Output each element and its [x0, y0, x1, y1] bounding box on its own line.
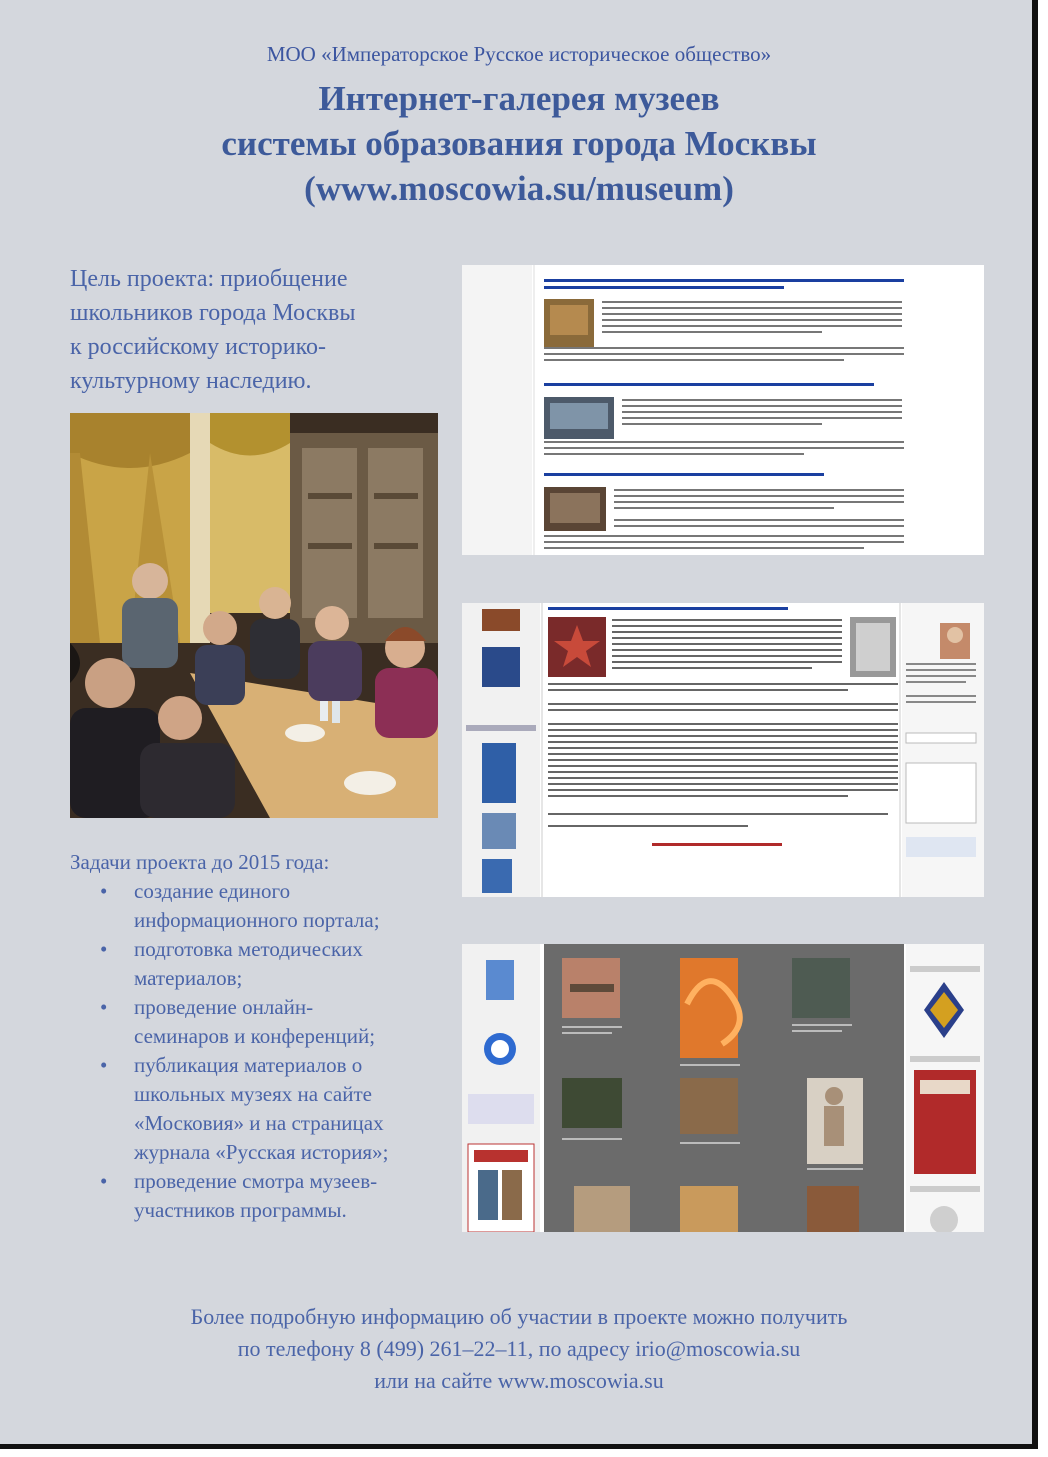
meeting-photo: [70, 413, 438, 818]
screenshot-illustration: [462, 265, 984, 555]
task-line: подготовка методических: [134, 937, 363, 961]
task-line: проведение онлайн-: [134, 995, 314, 1019]
page-title: [0, 76, 1038, 211]
title-line: Интернет-галерея музеев: [318, 79, 720, 118]
project-goal: [70, 262, 450, 398]
tasks-title: Задачи проекта до 2015 года:: [70, 850, 330, 874]
website-screenshot-museum-article: [462, 603, 984, 897]
task-line: информационного портала;: [134, 908, 380, 932]
contact-info: [0, 1301, 1038, 1397]
goal-line: Цель проекта: приобщение: [70, 266, 348, 292]
footer-line: или на сайте www.moscowia.su: [374, 1368, 664, 1393]
goal-line: школьников города Москвы: [70, 300, 356, 326]
organization-name: МОО «Императорское Русское историческое общество»: [266, 42, 772, 66]
bullet: •: [100, 1053, 108, 1077]
bullet: •: [100, 879, 108, 903]
website-screenshot-gallery: [462, 944, 984, 1232]
task-line: семинаров и конференций;: [134, 1024, 376, 1048]
task-line: создание единого: [134, 879, 291, 903]
title-line: системы образования города Москвы: [221, 124, 817, 163]
meeting-photo-illustration: [70, 413, 438, 818]
bullet: •: [100, 937, 108, 961]
tasks-list: [70, 877, 450, 1225]
task-item: [70, 993, 450, 1051]
task-item: [70, 1167, 450, 1225]
task-item: [70, 935, 450, 993]
goal-line: культурному наследию.: [70, 368, 312, 394]
task-line: «Московия» и на страницах: [134, 1111, 384, 1135]
task-line: проведение смотра музеев-: [134, 1169, 378, 1193]
project-tasks: [70, 848, 450, 1225]
task-item: [70, 1051, 450, 1167]
goal-line: к российскому историко-: [70, 334, 327, 360]
screenshot-illustration: [462, 944, 984, 1232]
task-line: материалов;: [134, 966, 243, 990]
screenshot-illustration: [462, 603, 984, 897]
footer-line: по телефону 8 (499) 261–22–11, по адресу irio@moscowia.su: [237, 1336, 801, 1361]
website-screenshot-museum-list: [462, 265, 984, 555]
task-line: публикация материалов о: [134, 1053, 363, 1077]
footer-line: Более подробную информацию об участии в проекте можно получить: [190, 1304, 848, 1329]
task-line: школьных музеях на сайте: [134, 1082, 372, 1106]
task-line: журнала «Русская история»;: [134, 1140, 389, 1164]
task-line: участников программы.: [134, 1198, 347, 1222]
bullet: •: [100, 1169, 108, 1193]
title-url: (www.moscowia.su/museum): [304, 169, 734, 208]
task-item: [70, 877, 450, 935]
bullet: •: [100, 995, 108, 1019]
